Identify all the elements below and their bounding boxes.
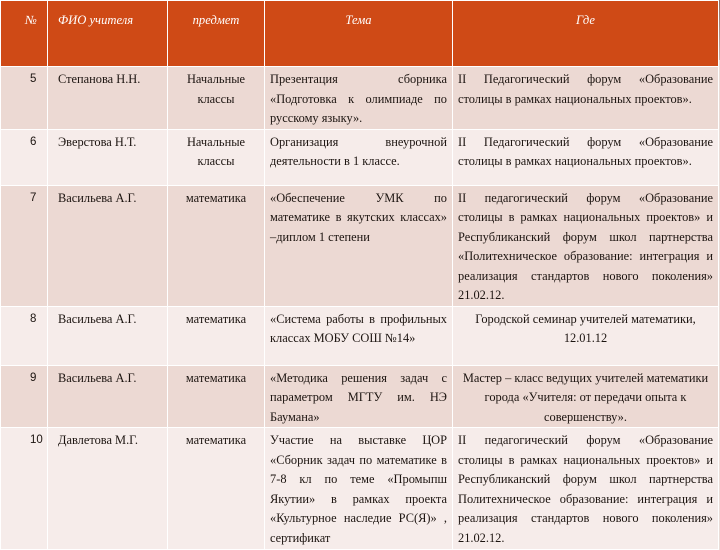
row-subject: математика [168, 185, 265, 306]
row-num: 5 [1, 67, 48, 130]
header-topic: Тема [265, 1, 453, 67]
row-subject: математика [168, 428, 265, 550]
row-num: 10 [1, 428, 48, 550]
header-subject: предмет [168, 1, 265, 67]
row-teacher-name: Васильева А.Г. [48, 185, 168, 306]
table-header-row [1, 1, 719, 67]
row-topic: Организация внеурочной деятельности в 1 классе. [265, 129, 453, 185]
row-num: 6 [1, 129, 48, 185]
row-where: II педагогический форум «Образование столицы в рамках национальных проектов» и Республиканский форум школ партнерства Политехническое образование: интеграция и реализация стандартов нового поколения» 21.02.12. [453, 428, 719, 550]
row-subject: Начальные классы [168, 67, 265, 130]
row-where: Мастер – класс ведущих учителей математики города «Учителя: от передачи опыта к совершенству». [453, 365, 719, 428]
row-topic: Участие на выставке ЦОР «Сборник задач по математике в 7-8 кл по теме «Промыпш Якутии» в рамках проекта «Культурное наследие РС(Я)» , сертификат [265, 428, 453, 550]
table-row [1, 185, 719, 306]
row-num: 9 [1, 365, 48, 428]
header-num: № [1, 1, 48, 67]
row-where: II Педагогический форум «Образование столицы в рамках национальных проектов». [453, 67, 719, 130]
row-subject: математика [168, 306, 265, 365]
row-subject: математика [168, 365, 265, 428]
row-where: Городской семинар учителей математики, 12.01.12 [453, 306, 719, 365]
row-topic: «Методика решения задач с параметром МГТУ им. НЭ Баумана» [265, 365, 453, 428]
row-num: 8 [1, 306, 48, 365]
table-row [1, 67, 719, 130]
row-where: II Педагогический форум «Образование столицы в рамках национальных проектов». [453, 129, 719, 185]
row-num: 7 [1, 185, 48, 306]
row-topic: «Система работы в профильных классах МОБУ СОШ №14» [265, 306, 453, 365]
row-teacher-name: Давлетова М.Г. [48, 428, 168, 550]
row-where: II педагогический форум «Образование столицы в рамках национальных проектов» и Республиканский форум школ партнерства «Политехническое образование: интеграция и реализация стандартов нового поколения» 21.02.12. [453, 185, 719, 306]
row-topic: «Обеспечение УМК по математике в якутских классах» –диплом 1 степени [265, 185, 453, 306]
table-row [1, 306, 719, 365]
row-teacher-name: Васильева А.Г. [48, 306, 168, 365]
row-teacher-name: Эверстова Н.Т. [48, 129, 168, 185]
row-topic: Презентация сборника «Подготовка к олимпиаде по русскому языку». [265, 67, 453, 130]
table-row [1, 129, 719, 185]
row-subject: Начальные классы [168, 129, 265, 185]
header-where: Где [453, 1, 719, 67]
row-teacher-name: Степанова Н.Н. [48, 67, 168, 130]
table-row [1, 365, 719, 428]
row-teacher-name: Васильева А.Г. [48, 365, 168, 428]
header-teacher-name: ФИО учителя [48, 1, 168, 67]
table-row [1, 428, 719, 550]
